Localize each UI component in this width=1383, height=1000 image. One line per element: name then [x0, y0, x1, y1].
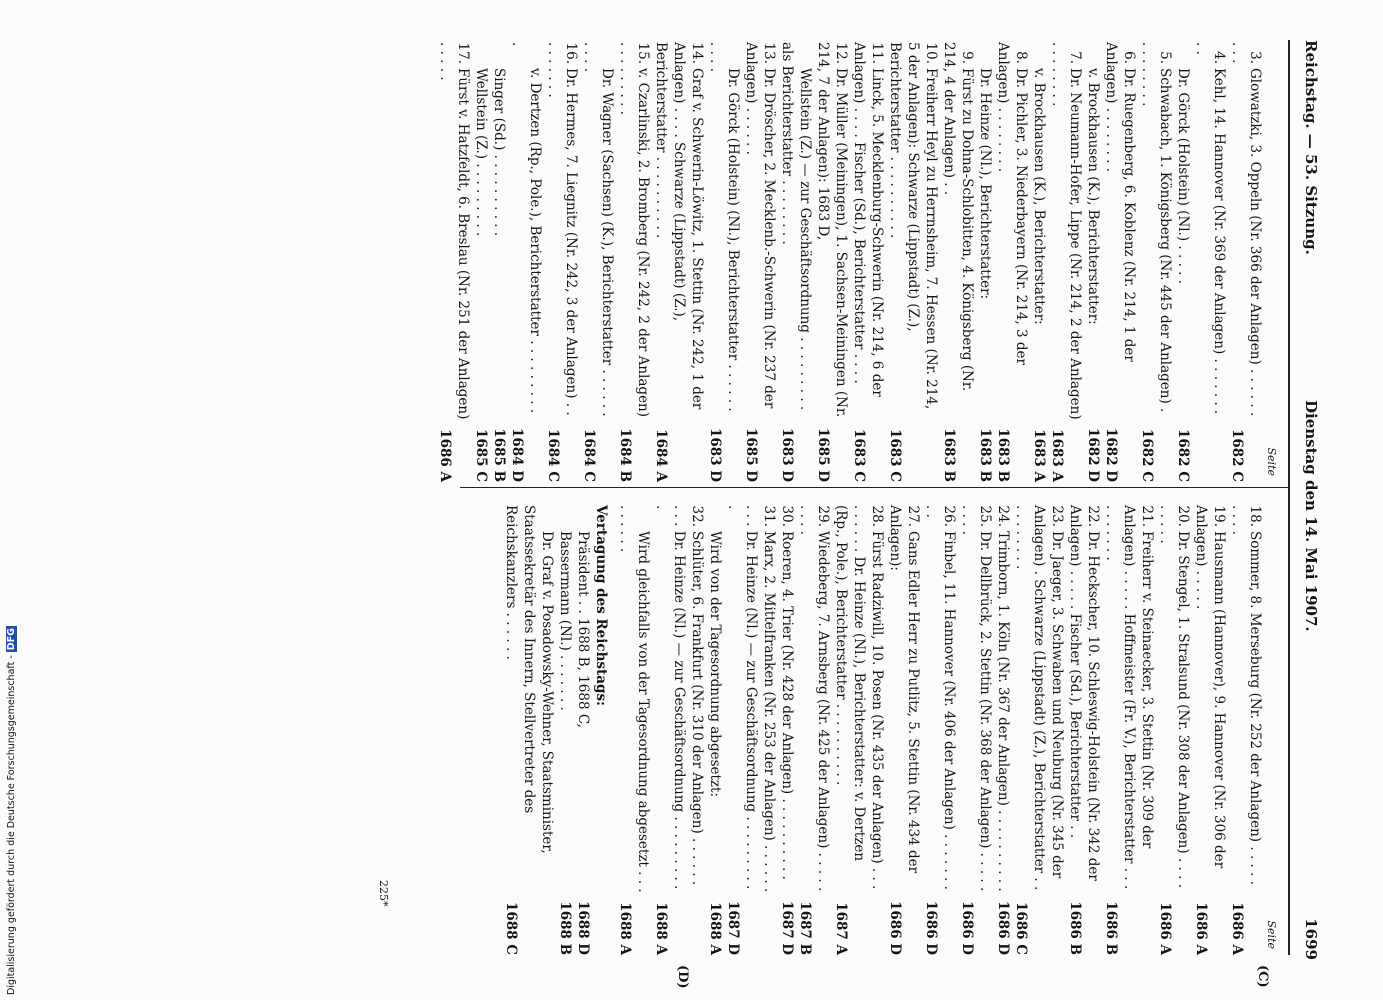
entry-number: 6. — [1121, 51, 1137, 64]
entry-page-ref: 1686 A — [1193, 902, 1209, 955]
index-entry — [958, 505, 994, 955]
entry-number: 12. — [833, 42, 849, 64]
entry-number: 29. — [815, 505, 831, 527]
entry-number: 18. — [1247, 505, 1263, 527]
index-entry — [814, 42, 850, 482]
right-entry-list — [616, 505, 1264, 955]
index-entry — [1102, 42, 1138, 482]
index-entry — [850, 42, 886, 482]
entry-number: 9. — [959, 51, 975, 64]
digitization-watermark — [6, 628, 20, 995]
entry-page-ref: 1685 C — [473, 428, 489, 482]
entry-number: 17. — [455, 42, 471, 64]
entry-page-ref: 1688 A — [707, 902, 723, 955]
index-entry — [652, 42, 706, 482]
adjournment-text: Präsident . . 1688 B, 1688 C, — [575, 531, 591, 728]
entry-text: Freiherr v. Steinaecker, 3. Stettin (Nr. 309 der Anlagen) . . . . . Hoffmeister (Fr. V.), Berichterstatter . . . . . . . . . . — [1103, 505, 1155, 890]
index-entry — [994, 505, 1012, 955]
entry-text: Schlüter, 6. Frankfurt (Nr. 310 der Anlagen) . . . . . . . . . Dr. Heinze (Nl.) — zur Geschäftsordnung . . . . . . . . . . — [653, 505, 705, 890]
entry-page-ref: 1683 A — [1049, 429, 1065, 482]
entry-text: Graf v. Schwerin-Löwitz, 1. Stettin (Nr. 242, 1 der Anlagen) . . . . Schwarze (Lippstadt) (Z.), Berichterstatter . . . . . . . . . . — [653, 42, 705, 410]
index-entry — [976, 42, 994, 482]
entry-text: Dr. Pichler, 3. Niederbayern (Nr. 214, 3 der Anlagen) . . . . . . . . — [995, 42, 1029, 365]
entry-page-ref: 1684 C — [545, 428, 561, 482]
index-entry — [1102, 505, 1156, 955]
entry-number: 14. — [689, 42, 705, 64]
entry-text: v. Czarlinski, 2. Bromberg (Nr. 242, 2 der Anlagen) . . . . . . . . . — [617, 42, 651, 418]
entry-number: 13. — [761, 42, 777, 64]
entry-page-ref: 1683 C — [887, 428, 903, 482]
entry-page-ref: 1686 D — [995, 901, 1011, 955]
adjournment-entry — [556, 505, 574, 955]
entry-text: Sommer, 8. Merseburg (Nr. 252 der Anlagen) . . . . . . . . . — [1229, 505, 1263, 885]
index-entry — [580, 42, 616, 482]
entry-number: 28. — [869, 505, 885, 527]
entry-text: Dr. Müller (Meiningen), 1. Sachsen-Meiningen (Nr. 214, 7 der Anlagen): 1683 D, — [815, 42, 849, 418]
adjournment-title: Vertagung des Reichstags: — [593, 505, 609, 707]
entry-page-ref: 1686 D — [959, 901, 975, 955]
entry-number: 22. — [1085, 505, 1101, 527]
entry-number: 8. — [1013, 51, 1029, 64]
index-entry — [1138, 42, 1174, 482]
entry-text: Fürst Radziwill, 10. Posen (Nr. 435 der Anlagen) . . . . . . . . . Dr. Heinze (Nl.), Berichterstatter: v. Dertzen (Rp., Pole.), Berichterstatter . . . . . . . . . . — [833, 505, 885, 890]
entry-text: Dr. Dellbrück, 2. Stettin (Nr. 368 der Anlagen) . . . . . . . . . — [959, 505, 993, 892]
index-entry — [1156, 505, 1192, 955]
index-entry — [1048, 42, 1084, 482]
header-left: Reichstag. — 53. Sitzung. — [1302, 40, 1320, 255]
entry-page-ref: 1686 A — [1157, 902, 1173, 955]
index-entry — [778, 505, 796, 955]
watermark-text: Digitalisierung gefördert durch die Deutsche Forschungsgemeinschaft - — [6, 655, 17, 995]
adjournment-list — [502, 505, 592, 955]
entry-text: Dr. Ruegenberg, 6. Koblenz (Nr. 214, 1 der Anlagen) . . . . . . . . — [1103, 42, 1137, 362]
header-right: Dienstag den 14. Mai 1907. — [1302, 400, 1320, 632]
header-rule — [1288, 40, 1290, 955]
entry-text: Dr. Heckscher, 10. Schleswig-Holstein (Nr. 342 der Anlagen) . . . . . Fischer (Sd.), Berichterstatter . . — [1067, 505, 1101, 881]
index-entry — [742, 42, 778, 482]
entry-text: v. Dertzen (Rp., Pole.), Berichterstatter . . . . . . . . . . — [509, 42, 543, 414]
column-divider — [460, 487, 1290, 488]
entry-text: Wiedeberg, 7. Arnsberg (Nr. 425 der Anlagen) . . . . . . . . . — [797, 505, 831, 892]
entry-page-ref: 1684 B — [617, 428, 633, 482]
entry-text: Dr. Heinze (Nl.), Berichterstatter: — [977, 68, 993, 300]
entry-text: Wird von der Tagesordnung abgesetzt: — [707, 531, 723, 798]
index-entry — [508, 42, 544, 482]
seite-label-left: Seite — [1265, 447, 1278, 476]
entry-page-ref: 1683 A — [1031, 429, 1047, 482]
entry-text: Freiherr Heyl zu Herrnsheim, 7. Hessen (Nr. 214, 5 der Anlagen): Schwarze (Lippstadt) (Z.), Berichterstatter . . . . . . . . . . — [887, 42, 939, 410]
entry-page-ref: 1685 D — [815, 428, 831, 482]
adjournment-page-ref: 1688 C — [503, 901, 519, 955]
entry-page-ref: 1683 B — [977, 428, 993, 482]
entry-number: 26. — [941, 505, 957, 527]
entry-number: 19. — [1211, 505, 1227, 527]
index-entry — [652, 505, 706, 955]
footer-signature: 225* — [377, 880, 390, 907]
index-entry — [1030, 42, 1048, 482]
entry-number: 16. — [563, 42, 579, 64]
entry-number: 15. — [635, 42, 651, 64]
entry-text: Wird gleichfalls von der Tagesordnung abgesetzt . . . . . . . . . — [617, 505, 651, 893]
index-entry — [472, 42, 490, 482]
entry-number: 4. — [1211, 51, 1227, 64]
index-entry — [490, 42, 508, 482]
page-number: 1699 — [1302, 918, 1320, 960]
entry-page-ref: 1687 D — [725, 901, 741, 955]
index-entry — [994, 42, 1030, 482]
entry-page-ref: 1688 A — [617, 902, 633, 955]
adjournment-entry — [574, 505, 592, 955]
adjournment-entry — [502, 505, 556, 955]
entry-page-ref: 1687 B — [797, 901, 813, 955]
entry-number: 11. — [869, 42, 885, 64]
index-entry — [544, 42, 580, 482]
entry-number: 21. — [1139, 505, 1155, 527]
entry-page-ref: 1687 D — [779, 901, 795, 955]
entry-page-ref: 1687 A — [833, 902, 849, 955]
index-entry — [1192, 42, 1228, 482]
entry-page-ref: 1682 D — [1085, 428, 1101, 482]
index-entry — [940, 42, 976, 482]
entry-number: 31. — [761, 505, 777, 527]
entry-text: Glowatzki, 3. Oppeln (Nr. 366 der Anlagen) . . . . . . . . . — [1229, 42, 1263, 417]
margin-label-c: (C) — [1255, 965, 1270, 988]
entry-page-ref: 1683 D — [779, 428, 795, 482]
adjournment-text: Dr. Graf v. Posadowsky-Wehner, Staatsminister, Staatssekretär des Innern, Stellvertreter des Reichskanzlers . . . . . . — [503, 505, 555, 854]
dfg-logo: DFG — [6, 628, 17, 651]
entry-text: Dr. Jaeger, 3. Schwaben und Neuburg (Nr. 345 der Anlagen) . Schwarze (Lippstadt) (Z.), Berichterstatter . . . . . . . . . . — [1013, 505, 1065, 891]
entry-page-ref: 1686 B — [1067, 901, 1083, 955]
adjournment-text: Bassermann (Nl.) . . . . . . . — [557, 531, 573, 711]
index-entry — [706, 42, 742, 482]
entry-page-ref: 1682 C — [1175, 428, 1191, 482]
entry-number: 32. — [689, 505, 705, 527]
entry-text: Dr. Stengel, 1. Stralsund (Nr. 308 der Anlagen) . . . . . . . . . — [1157, 505, 1191, 888]
adjournment-page-ref: 1688 D — [575, 901, 591, 955]
entry-text: v. Brockhausen (K.), Berichterstatter: — [1031, 68, 1047, 325]
entry-text: Kehl, 14. Hannover (Nr. 369 der Anlagen) . . . . . . . . . — [1193, 42, 1227, 415]
margin-label-d: (D) — [675, 965, 690, 989]
entry-page-ref: 1688 A — [653, 902, 669, 955]
seite-label-right: Seite — [1265, 920, 1278, 949]
entry-text: Dr. Dröscher, 2. Mecklenb.-Schwerin (Nr. 237 der Anlagen) . . . . . . — [743, 42, 777, 409]
entry-text: Schwabach, 1. Königsberg (Nr. 445 der Anlagen) . . . . . . . . . — [1139, 42, 1173, 413]
left-entry-list — [436, 42, 1264, 482]
entry-text: Trimborn, 1. Köln (Nr. 367 der Anlagen) . . . . . . . . . . — [995, 531, 1011, 892]
entry-page-ref: 1686 D — [923, 901, 939, 955]
entry-page-ref: 1684 A — [653, 429, 669, 482]
entry-text: Linck, 5. Mecklenburg-Schwerin (Nr. 214, 6 der Anlagen) . . . . Fischer (Sd.), Berichterstatter . . . . — [851, 42, 885, 397]
entry-page-ref: 1686 C — [1013, 901, 1029, 955]
index-entry — [616, 42, 652, 482]
entry-page-ref: 1683 B — [941, 428, 957, 482]
entry-text: Singer (Sd.) . . . . . . . . . . — [491, 68, 507, 237]
entry-page-ref: 1685 D — [743, 428, 759, 482]
index-entry — [706, 505, 724, 955]
entry-text: Finbel, 11. Hannover (Nr. 406 der Anlagen) . . . . . . . . . — [923, 505, 957, 890]
entry-text: Dr. Görck (Holstein) (Nl.) . . . . . — [1175, 68, 1191, 285]
index-entry — [886, 505, 922, 955]
entry-page-ref: 1684 D — [509, 428, 525, 482]
entry-text: Marx, 2. Mittelfranken (Nr. 253 der Anlagen) . . . . . . . . . Dr. Heinze (Nl.) — zur Geschäftsordnung . . . . . . . . . . — [725, 505, 777, 893]
entry-page-ref: 1684 C — [581, 428, 597, 482]
entry-number: 3. — [1247, 51, 1263, 64]
entry-number: 5. — [1157, 51, 1173, 64]
index-entry — [1084, 42, 1102, 482]
page-header — [1296, 40, 1320, 960]
entry-text: Dr. Görck (Holstein) (Nl.), Berichterstatter . . . . . . . . . . — [707, 42, 741, 412]
index-entry — [616, 505, 652, 955]
index-entry — [832, 505, 886, 955]
entry-page-ref: 1683 C — [851, 428, 867, 482]
entry-text: Fürst zu Dohna-Schlobitten, 4. Königsberg (Nr. 214, 4 der Anlagen) . . — [941, 42, 975, 392]
entry-page-ref: 1683 B — [995, 428, 1011, 482]
index-entry — [778, 42, 814, 482]
entry-text: Dr. Hermes, 7. Liegnitz (Nr. 242, 3 der Anlagen) . . . . . . . . . — [545, 42, 579, 416]
entry-text: Dr. Neumann-Hofer, Lippe (Nr. 214, 2 der Anlagen) . . . . . . . . — [1049, 42, 1083, 420]
index-entry — [1174, 42, 1192, 482]
entry-number: 30. — [779, 505, 795, 527]
entry-text: Roeren, 4. Trier (Nr. 428 der Anlagen) . . . . . . . . . . — [779, 531, 795, 880]
entry-number: 20. — [1175, 505, 1191, 527]
left-column — [436, 42, 1280, 482]
entry-text: Hausmann (Hannover), 9. Hannover (Nr. 306 der Anlagen) . . . . . — [1193, 505, 1227, 869]
index-entry — [886, 42, 940, 482]
entry-number: 25. — [977, 505, 993, 527]
entry-page-ref: 1682 D — [1103, 428, 1119, 482]
index-entry — [922, 505, 958, 955]
entry-number: 7. — [1067, 51, 1083, 64]
entry-page-ref: 1685 B — [491, 428, 507, 482]
index-entry — [1012, 505, 1066, 955]
entry-text: Gans Edler Herr zu Putlitz, 5. Stettin (Nr. 434 der Anlagen): — [887, 505, 921, 874]
entry-number: 23. — [1049, 505, 1065, 527]
entry-number: 24. — [995, 505, 1011, 527]
index-entry — [1228, 505, 1264, 955]
entry-number: 10. — [923, 42, 939, 64]
right-column — [502, 505, 1280, 955]
entry-page-ref: 1682 C — [1139, 428, 1155, 482]
index-entry — [436, 42, 472, 482]
entry-text: Wellstein (Z.) . . . . . . . . . — [473, 68, 489, 237]
index-entry — [1192, 505, 1228, 955]
entry-page-ref: 1683 D — [707, 428, 723, 482]
index-entry — [1228, 42, 1264, 482]
entry-number: 27. — [905, 505, 921, 527]
entry-page-ref: 1682 C — [1229, 428, 1245, 482]
entry-text: v. Brockhausen (K.), Berichterstatter: — [1085, 68, 1101, 325]
entry-page-ref: 1686 A — [437, 429, 453, 482]
index-entry — [796, 505, 832, 955]
entry-page-ref: 1686 D — [887, 901, 903, 955]
entry-page-ref: 1686 B — [1103, 901, 1119, 955]
entry-text: Dr. Wagner (Sachsen) (K.), Berichterstatter . . . . . . . . . . — [581, 42, 615, 417]
adjournment-page-ref: 1688 B — [557, 901, 573, 955]
index-entry — [1066, 505, 1102, 955]
entry-page-ref: 1686 A — [1229, 902, 1245, 955]
entry-text: Fürst v. Hatzfeldt, 6. Breslau (Nr. 251 der Anlagen) . . . . . — [437, 42, 471, 420]
index-entry — [724, 505, 778, 955]
entry-text: Wellstein (Z.) — zur Geschäftsordnung . . . . . . . . . als Berichterstatter . . . . . . . . — [779, 42, 813, 411]
